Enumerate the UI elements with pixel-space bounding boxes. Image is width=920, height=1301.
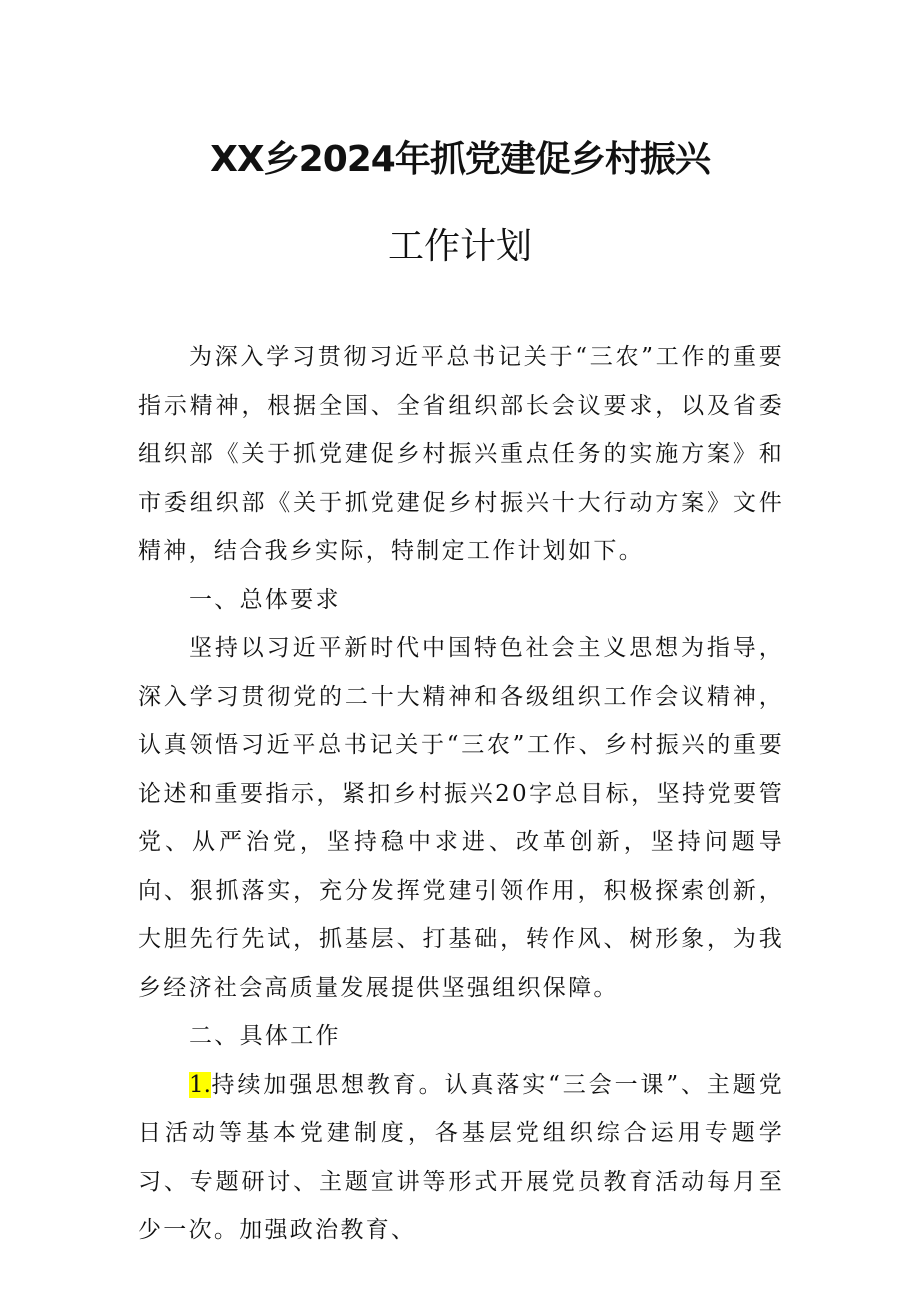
work-item-1-text: 持续加强思想教育。认真落实“三会一课”、主题党日活动等基本党建制度，各基层党组织综合运用专题学习、专题研讨、主题宣讲等形式开展党员教育活动每月至少一次。加强政治教育、: [138, 1071, 784, 1243]
general-requirements-paragraph: 坚持以习近平新时代中国特色社会主义思想为指导，深入学习贯彻党的二十大精神和各级组织工作会议精神，认真领悟习近平总书记关于“三农”工作、乡村振兴的重要论述和重要指示，紧扣乡村振兴20字总目标，坚持党要管党、从严治党，坚持稳中求进、改革创新，坚持问题导向、狠抓落实，充分发挥党建引领作用，积极探索创新，大胆先行先试，抓基层、打基础，转作风、树形象，为我乡经济社会高质量发展提供坚强组织保障。: [138, 635, 784, 1001]
intro-paragraph: 为深入学习贯彻习近平总书记关于“三农”工作的重要指示精神，根据全国、全省组织部长会议要求，以及省委组织部《关于抓党建促乡村振兴重点任务的实施方案》和市委组织部《关于抓党建促乡村振兴十大行动方案》文件精神，结合我乡实际，特制定工作计划如下。: [138, 344, 784, 564]
work-item-1: [138, 1061, 784, 1255]
section-heading-general-requirements: 一、总体要求: [189, 586, 341, 613]
item-number-highlight: 1.: [189, 1071, 211, 1098]
document-title-line1: XX乡2024年抓党建促乡村振兴: [210, 139, 710, 180]
document-body: [138, 333, 784, 1255]
document-title-line2: 工作计划: [387, 226, 532, 267]
section-heading-specific-work: 二、具体工作: [189, 1023, 341, 1049]
